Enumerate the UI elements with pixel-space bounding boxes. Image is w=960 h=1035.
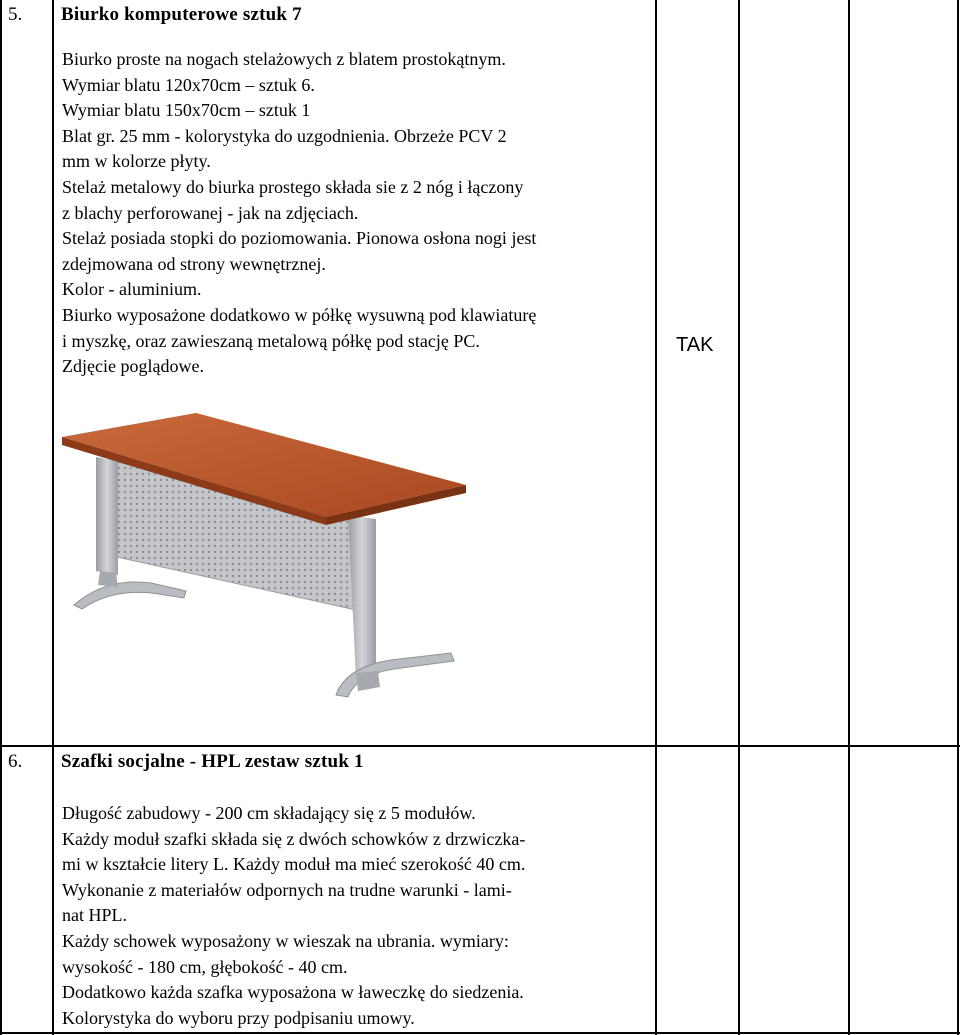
table-border-bottom (0, 1032, 960, 1034)
item-title: Szafki socjalne - HPL zestaw sztuk 1 (61, 751, 364, 772)
description-line: Każdy schowek wyposażony w wieszak na ubrania. wymiary: (62, 930, 509, 951)
column-divider-extra (848, 0, 850, 1035)
column-divider-answer (738, 0, 740, 1035)
description-line: Każdy moduł szafki składa się z dwóch schowków z drzwiczka- (62, 828, 526, 849)
description-line: Kolorystyka do wyboru przy podpisaniu umowy. (62, 1007, 415, 1028)
desk-right-leg (348, 515, 376, 679)
item-number: 5. (8, 4, 23, 25)
description-line: Wymiar blatu 150x70cm – sztuk 1 (62, 100, 311, 121)
description-line: mi w kształcie litery L. Każdy moduł ma mieć szerokość 40 cm. (62, 854, 526, 875)
item-description (62, 801, 662, 1031)
desk-left-leg (96, 457, 118, 575)
table-border-right (957, 0, 959, 1035)
desk-left-foot (74, 582, 186, 609)
description-line: Biurko proste na nogach stelażowych z blatem prostokątnym. (62, 49, 506, 69)
table-border-left (0, 0, 2, 1035)
item-title: Biurko komputerowe sztuk 7 (61, 4, 302, 25)
desk-photo (56, 405, 476, 715)
description-line: zdejmowana od strony wewnętrznej. (62, 253, 326, 274)
description-line: Kolor - aluminium. (62, 279, 202, 300)
description-line: z blachy perforowanej - jak na zdjęciach. (62, 202, 359, 223)
description-line: Blat gr. 25 mm - kolorystyka do uzgodnienia. Obrzeże PCV 2 (62, 125, 507, 146)
description-line: Wymiar blatu 120x70cm – sztuk 6. (62, 74, 315, 95)
item-number: 6. (8, 751, 23, 772)
description-line: Stelaż posiada stopki do poziomowania. Pionowa osłona nogi jest (62, 228, 537, 249)
description-line: Biurko wyposażone dodatkowo w półkę wysuwną pod klawiaturę (62, 304, 537, 325)
item-description (62, 47, 662, 380)
column-divider-number (52, 0, 54, 1035)
description-line: mm w kolorze płyty. (62, 151, 211, 172)
description-line: nat HPL. (62, 905, 127, 926)
description-line: Zdjęcie poglądowe. (62, 356, 204, 377)
desk-right-foot (336, 653, 454, 697)
row-divider (0, 745, 960, 747)
description-line: Dodatkowo każda szafka wyposażona w ławeczkę do siedzenia. (62, 982, 524, 1003)
answer-value: TAK (676, 334, 714, 356)
description-line: Wykonanie z materiałów odpornych na trudne warunki - lami- (62, 879, 512, 900)
description-line: i myszkę, oraz zawieszaną metalową półkę pod stację PC. (62, 330, 480, 351)
description-line: Długość zabudowy - 200 cm składający się z 5 modułów. (62, 803, 476, 823)
description-line: Stelaż metalowy do biurka prostego składa sie z 2 nóg i łączony (62, 176, 524, 197)
description-line: wysokość - 180 cm, głębokość - 40 cm. (62, 956, 348, 977)
